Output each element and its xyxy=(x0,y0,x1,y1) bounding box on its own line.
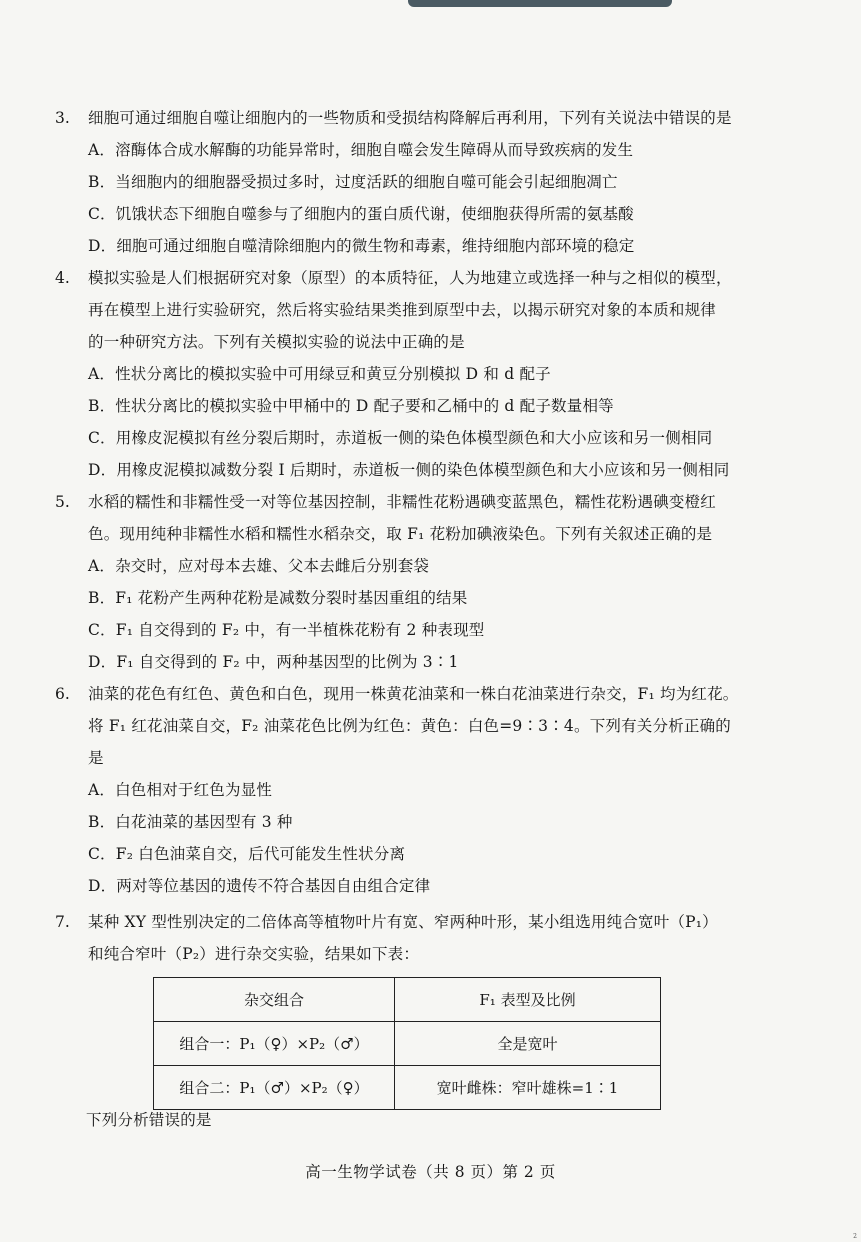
question-4-option-d: D．用橡皮泥模拟减数分裂 I 后期时，赤道板一侧的染色体模型颜色和大小应该和另一侧相同 xyxy=(88,461,730,479)
table-cell: 全是宽叶 xyxy=(395,1022,661,1066)
table-header-row xyxy=(154,978,661,1022)
table-header-cell: 杂交组合 xyxy=(154,978,395,1022)
question-6-stem-line-2: 将 F₁ 红花油菜自交，F₂ 油菜花色比例为红色：黄色：白色=9∶3∶4。下列有关分析正确的 xyxy=(88,717,731,735)
question-4-option-a: A．性状分离比的模拟实验中可用绿豆和黄豆分别模拟 D 和 d 配子 xyxy=(88,365,551,383)
question-4-stem-line-3: 的一种研究方法。下列有关模拟实验的说法中正确的是 xyxy=(88,333,465,351)
cross-results-table xyxy=(153,977,661,1110)
page-footer: 高一生物学试卷（共 8 页）第 2 页 xyxy=(305,1163,556,1181)
question-4-option-b: B．性状分离比的模拟实验中甲桶中的 D 配子要和乙桶中的 d 配子数量相等 xyxy=(88,397,614,415)
table-cell: 组合二：P₁（♂）×P₂（♀） xyxy=(154,1066,395,1110)
question-3-option-a: A．溶酶体合成水解酶的功能异常时，细胞自噬会发生障碍从而导致疾病的发生 xyxy=(88,141,634,159)
table-header-cell: F₁ 表型及比例 xyxy=(395,978,661,1022)
question-5-stem-line-2: 色。现用纯种非糯性水稻和糯性水稻杂交，取 F₁ 花粉加碘液染色。下列有关叙述正确的是 xyxy=(88,525,713,543)
question-6-option-d: D．两对等位基因的遗传不符合基因自由组合定律 xyxy=(88,877,431,895)
question-7-number: 7. xyxy=(55,913,70,931)
question-7-stem-line-2: 和纯合窄叶（P₂）进行杂交实验，结果如下表： xyxy=(88,945,420,963)
table-cell: 宽叶雌株：窄叶雄株=1∶1 xyxy=(395,1066,661,1110)
question-6-number: 6. xyxy=(55,685,70,703)
question-6-option-b: B．白花油菜的基因型有 3 种 xyxy=(88,813,293,831)
table-row xyxy=(154,1066,661,1110)
question-5-number: 5. xyxy=(55,493,70,511)
table-row xyxy=(154,1022,661,1066)
question-3-number: 3. xyxy=(55,109,70,127)
question-4-number: 4. xyxy=(55,269,70,287)
question-3-option-b: B．当细胞内的细胞器受损过多时，过度活跃的细胞自噬可能会引起细胞凋亡 xyxy=(88,173,618,191)
question-5-stem-line-1: 水稻的糯性和非糯性受一对等位基因控制，非糯性花粉遇碘变蓝黑色，糯性花粉遇碘变橙红 xyxy=(88,493,717,511)
question-7-prompt: 下列分析错误的是 xyxy=(86,1111,212,1129)
question-3-stem: 细胞可通过细胞自噬让细胞内的一些物质和受损结构降解后再利用，下列有关说法中错误的是 xyxy=(88,109,732,127)
question-4-stem-line-1: 模拟实验是人们根据研究对象（原型）的本质特征，人为地建立或选择一种与之相似的模型， xyxy=(88,269,732,287)
question-6-option-c: C．F₂ 白色油菜自交，后代可能发生性状分离 xyxy=(88,845,406,863)
question-5-option-b: B．F₁ 花粉产生两种花粉是减数分裂时基因重组的结果 xyxy=(88,589,468,607)
question-3-option-c: C．饥饿状态下细胞自噬参与了细胞内的蛋白质代谢，使细胞获得所需的氨基酸 xyxy=(88,205,634,223)
question-4-option-c: C．用橡皮泥模拟有丝分裂后期时，赤道板一侧的染色体模型颜色和大小应该和另一侧相同 xyxy=(88,429,713,447)
question-7-stem-line-1: 某种 XY 型性别决定的二倍体高等植物叶片有宽、窄两种叶形，某小组选用纯合宽叶（P₁） xyxy=(88,913,718,931)
question-6-option-a: A．白色相对于红色为显性 xyxy=(88,781,273,799)
corner-mark: 2 xyxy=(853,1233,857,1240)
table-cell: 组合一：P₁（♀）×P₂（♂） xyxy=(154,1022,395,1066)
question-5-option-c: C．F₁ 自交得到的 F₂ 中，有一半植株花粉有 2 种表现型 xyxy=(88,621,485,639)
question-6-stem-line-1: 油菜的花色有红色、黄色和白色，现用一株黄花油菜和一株白花油菜进行杂交，F₁ 均为红花。 xyxy=(88,685,739,703)
question-5-option-d: D．F₁ 自交得到的 F₂ 中，两种基因型的比例为 3∶1 xyxy=(88,653,459,671)
top-scan-edge xyxy=(408,0,672,7)
question-5-option-a: A．杂交时，应对母本去雄、父本去雌后分别套袋 xyxy=(88,557,430,575)
question-3-option-d: D．细胞可通过细胞自噬清除细胞内的微生物和毒素，维持细胞内部环境的稳定 xyxy=(88,237,635,255)
question-6-stem-line-3: 是 xyxy=(88,749,104,767)
question-4-stem-line-2: 再在模型上进行实验研究，然后将实验结果类推到原型中去，以揭示研究对象的本质和规律 xyxy=(88,301,717,319)
